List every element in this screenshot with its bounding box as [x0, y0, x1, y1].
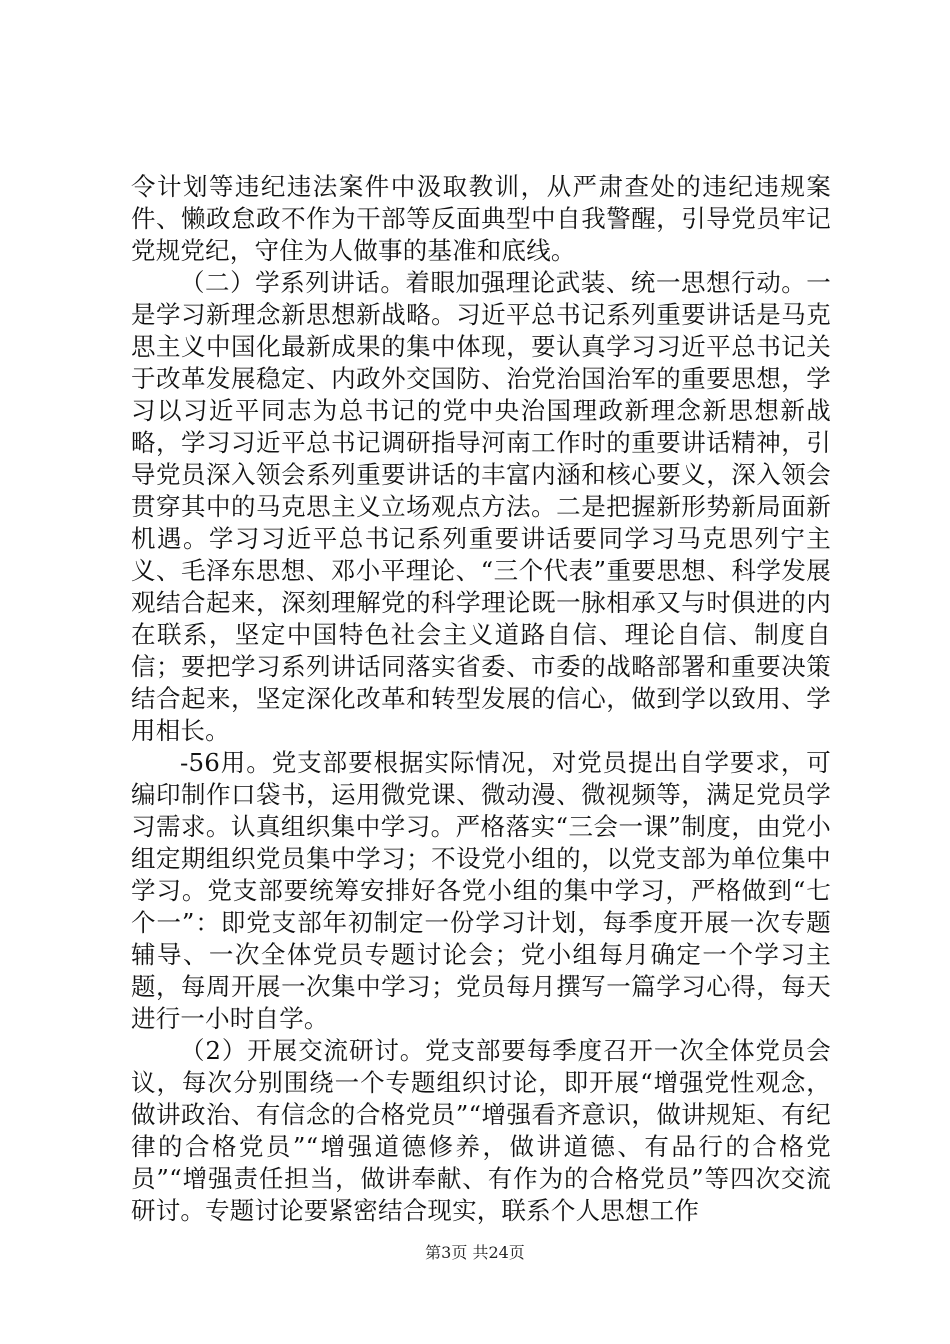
- paragraph-self-study: -56用。党支部要根据实际情况，对党员提出自学要求，可编印制作口袋书，运用微党课、微动漫、微视频等，满足党员学习需求。认真组织集中学习。严格落实“三会一课”制度，由党小组定期组织党员集中学习；不设党小组的，以党支部为单位集中学习。党支部要统筹安排好各党小组的集中学习，严格做到“七个一”：即党支部年初制定一份学习计划，每季度开展一次专题辅导、一次全体党员专题讨论会；党小组每月确定一个学习主题，每周开展一次集中学习；党员每月撰写一篇学习心得，每天进行一小时自学。: [131, 748, 831, 1033]
- paragraph-continuation: 令计划等违纪违法案件中汲取教训，从严肃查处的违纪违规案件、懒政怠政不作为干部等反面典型中自我警醒，引导党员牢记党规党纪，守住为人做事的基准和底线。: [131, 172, 831, 265]
- paragraph-exchange-discussion: （2）开展交流研讨。党支部要每季度召开一次全体党员会议，每次分别围绕一个专题组织讨论，即开展“增强党性观念，做讲政治、有信念的合格党员”“增强看齐意识，做讲规矩、有纪律的合格党员”“增强道德修养，做讲道德、有品行的合格党员”“增强责任担当，做讲奉献、有作为的合格党员”等四次交流研讨。专题讨论要紧密结合现实，联系个人思想工作: [131, 1036, 831, 1225]
- document-body: [131, 171, 831, 1227]
- page-number-footer: 第3页 共24页: [425, 1243, 525, 1262]
- paragraph-study-speeches: （二）学系列讲话。着眼加强理论武装、统一思想行动。一是学习新理念新思想新战略。习近平总书记系列重要讲话是马克思主义中国化最新成果的集中体现，要认真学习习近平总书记关于改革发展稳定、内政外交国防、治党治国治军的重要思想，学习以习近平同志为总书记的党中央治国理政新理念新思想新战略，学习习近平总书记调研指导河南工作时的重要讲话精神，引导党员深入领会系列重要讲话的丰富内涵和核心要义，深入领会贯穿其中的马克思主义立场观点方法。二是把握新形势新局面新机遇。学习习近平总书记系列重要讲话要同学习马克思列宁主义、毛泽东思想、邓小平理论、“三个代表”重要思想、科学发展观结合起来，深刻理解党的科学理论既一脉相承又与时俱进的内在联系，坚定中国特色社会主义道路自信、理论自信、制度自信；要把学习系列讲话同落实省委、市委的战略部署和重要决策结合起来，坚定深化改革和转型发展的信心，做到学以致用、学用相长。: [131, 268, 831, 745]
